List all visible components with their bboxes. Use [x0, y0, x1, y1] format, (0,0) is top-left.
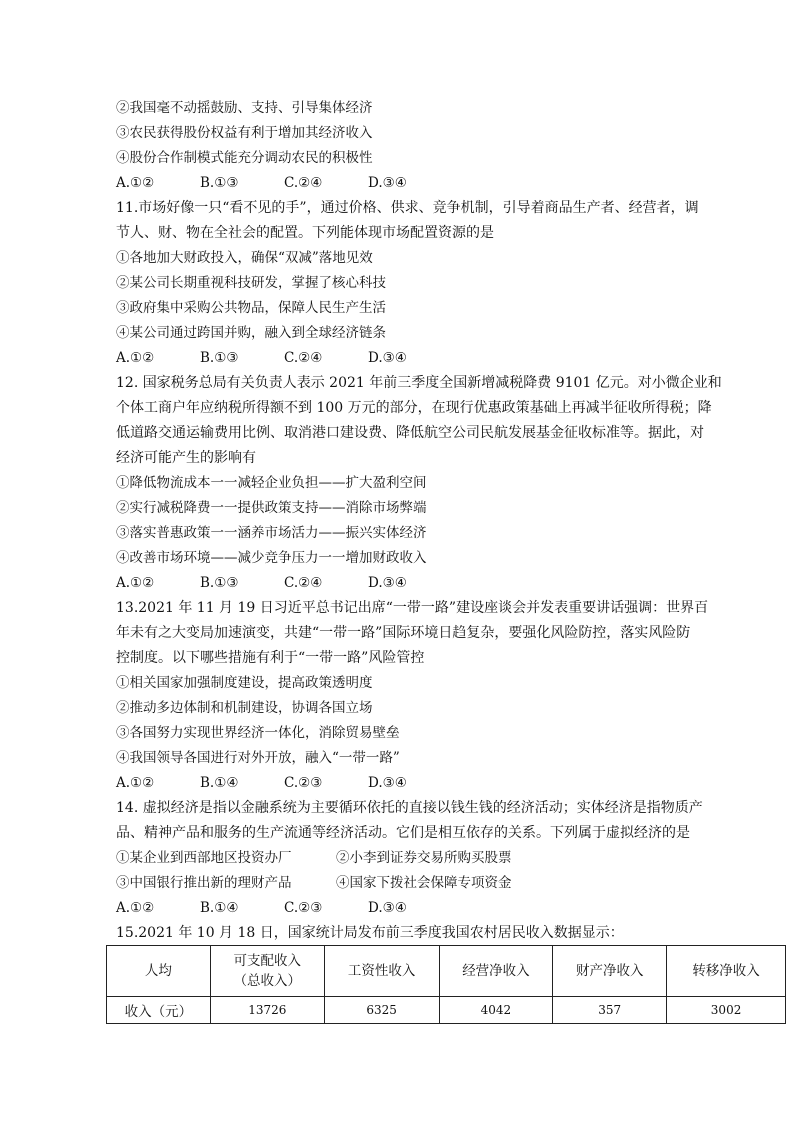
option-b: B.①③: [200, 350, 239, 366]
q14-item-2: ②小李到证券交易所购买股票: [336, 850, 512, 866]
value-wage-income: 6325: [324, 997, 439, 1024]
option-d: D.③④: [368, 350, 407, 366]
q14-stem-line-2: 品、精神产品和服务的生产流通等经济活动。它们是相互依存的关系。下列属于虚拟经济的是: [116, 825, 690, 841]
option-c: C.②④: [284, 175, 323, 191]
header-property-income: 财产净收入: [553, 946, 667, 997]
option-a: A.①②: [116, 175, 155, 191]
header-disposable-income: 可支配收入（总收入）: [210, 946, 324, 997]
q10-item-4: ④股份合作制模式能充分调动农民的积极性: [116, 150, 373, 166]
value-disposable-income: 13726: [210, 997, 324, 1024]
header-operating-income: 经营净收入: [439, 946, 553, 997]
header-per-capita: 人均: [107, 946, 211, 997]
q15-stem: 15.2021 年 10 月 18 日，国家统计局发布前三季度我国农村居民收入数据显示：: [116, 925, 624, 941]
q12-item-2: ②实行减税降费一一提供政策支持——消除市场弊端: [116, 500, 427, 516]
table-row: [107, 997, 786, 1024]
q11-item-2: ②某公司长期重视科技研发，掌握了核心科技: [116, 275, 386, 291]
option-d: D.③④: [368, 775, 407, 791]
q14-item-3: ③中国银行推出新的理财产品: [116, 875, 292, 891]
table-header-row: [107, 946, 786, 997]
q14-item-1: ①某企业到西部地区投资办厂: [116, 850, 292, 866]
header-wage-income: 工资性收入: [324, 946, 439, 997]
option-a: A.①②: [116, 350, 155, 366]
option-c: C.②④: [284, 350, 323, 366]
q11-item-3: ③政府集中采购公共物品，保障人民生产生活: [116, 300, 386, 316]
option-a: A.①②: [116, 775, 155, 791]
q12-item-1: ①降低物流成本一一减轻企业负担——扩大盈利空间: [116, 475, 427, 491]
q13-stem-line-2: 年未有之大变局加速演变，共建“一带一路”国际环境日趋复杂，要强化风险防控，落实风险防: [116, 625, 691, 641]
option-d: D.③④: [368, 175, 407, 191]
q11-item-4: ④某公司通过跨国并购，融入到全球经济链条: [116, 325, 386, 341]
option-a: A.①②: [116, 575, 155, 591]
q12-options: [116, 574, 452, 592]
value-transfer-income: 3002: [667, 997, 786, 1024]
option-a: A.①②: [116, 900, 155, 916]
q11-stem-line-2: 节人、财、物在全社会的配置。下列能体现市场配置资源的是: [116, 225, 494, 241]
q13-item-3: ③各国努力实现世界经济一体化，消除贸易壁垒: [116, 725, 400, 741]
option-c: C.②③: [284, 900, 323, 916]
q12-stem-line-1: 12. 国家税务总局有关负责人表示 2021 年前三季度全国新增减税降费 9101 亿元。对小微企业和: [116, 375, 722, 391]
q13-stem-line-3: 控制度。以下哪些措施有利于“一带一路”风险管控: [116, 650, 425, 666]
option-c: C.②④: [284, 575, 323, 591]
q12-stem-line-4: 经济可能产生的影响有: [116, 450, 256, 466]
q13-stem-line-1: 13.2021 年 11 月 19 日习近平总书记出席“一带一路”建设座谈会并发表重要讲话强调：世界百: [116, 600, 709, 616]
value-operating-income: 4042: [439, 997, 553, 1024]
q14-item-4: ④国家下拨社会保障专项资金: [336, 875, 512, 891]
q14-options: [116, 899, 452, 917]
q12-item-4: ④改善市场环境——减少竞争压力一一增加财政收入: [116, 550, 427, 566]
q12-stem-line-3: 低道路交通运输费用比例、取消港口建设费、降低航空公司民航发展基金征收标准等。据此，对: [116, 425, 704, 441]
q12-stem-line-2: 个体工商户年应纳税所得额不到 100 万元的部分，在现行优惠政策基础上再减半征收所得税；降: [116, 400, 712, 416]
q13-options: [116, 774, 452, 792]
option-d: D.③④: [368, 575, 407, 591]
option-b: B.①③: [200, 175, 239, 191]
q10-item-2: ②我国毫不动摇鼓励、支持、引导集体经济: [116, 100, 373, 116]
q13-item-4: ④我国领导各国进行对外开放，融入“一带一路”: [116, 750, 400, 766]
q11-stem-line-1: 11.市场好像一只“看不见的手”，通过价格、供求、竞争机制，引导着商品生产者、经营者，调: [116, 200, 699, 216]
value-property-income: 357: [553, 997, 667, 1024]
option-d: D.③④: [368, 900, 407, 916]
option-b: B.①③: [200, 575, 239, 591]
option-c: C.②③: [284, 775, 323, 791]
option-b: B.①④: [200, 775, 239, 791]
q13-item-1: ①相关国家加强制度建设，提高政策透明度: [116, 675, 373, 691]
q14-items-row-1: [116, 849, 512, 867]
row-label: 收入（元）: [107, 997, 211, 1024]
rural-income-table: [106, 945, 786, 1024]
q14-items-row-2: [116, 874, 512, 892]
q14-stem-line-1: 14. 虚拟经济是指以金融系统为主要循环依托的直接以钱生钱的经济活动；实体经济是指物质产: [116, 800, 703, 816]
q11-options: [116, 349, 452, 367]
q10-options: [116, 174, 452, 192]
option-b: B.①④: [200, 900, 239, 916]
q13-item-2: ②推动多边体制和机制建设，协调各国立场: [116, 700, 373, 716]
q11-item-1: ①各地加大财政投入，确保“双减”落地见效: [116, 250, 373, 266]
q12-item-3: ③落实普惠政策一一涵养市场活力——振兴实体经济: [116, 525, 427, 541]
header-transfer-income: 转移净收入: [667, 946, 786, 997]
q10-item-3: ③农民获得股份权益有利于增加其经济收入: [116, 125, 373, 141]
